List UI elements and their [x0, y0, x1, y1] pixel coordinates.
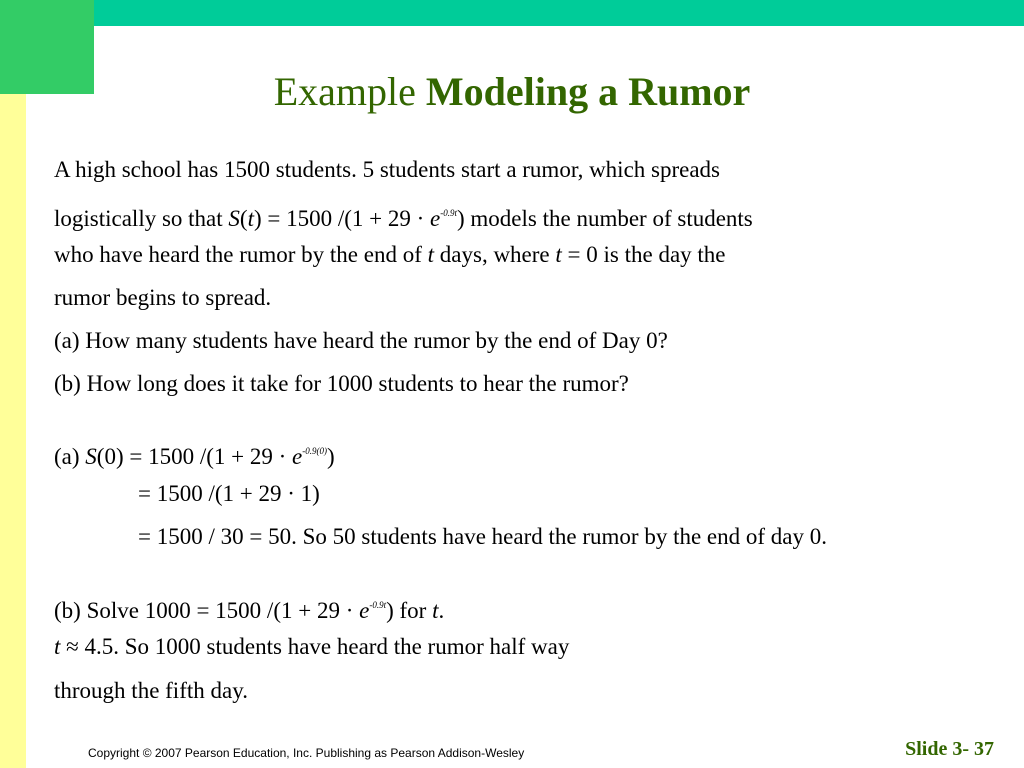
title-lead: Example: [273, 69, 416, 114]
var-e: e: [292, 444, 303, 469]
solution-a-line-2: = 1500 /(1 + 29 · 1): [138, 481, 320, 506]
body-line-3b: days, where: [434, 242, 556, 267]
solution-b-line-2: [54, 633, 569, 661]
copyright-footer: Copyright © 2007 Pearson Education, Inc. Publishing as Pearson Addison-Wesley: [88, 746, 525, 760]
formula-mid: ) = 1500 /(1 + 29 ·: [253, 206, 431, 231]
var-t: t: [54, 634, 61, 659]
top-accent-bar: [0, 0, 1024, 26]
exponent: -0.9t: [369, 600, 387, 610]
title-bold: Modeling a Rumor: [425, 69, 751, 114]
exponent: -0.9(0): [302, 446, 327, 456]
body-line-2-text: logistically so that: [54, 206, 229, 231]
var-t: t: [432, 598, 439, 623]
slide-number: Slide 3- 37: [905, 738, 994, 760]
body-line-4: rumor begins to spread.: [54, 285, 272, 310]
question-b: (b) How long does it take for 1000 students to hear the rumor?: [54, 371, 629, 396]
var-e: e: [359, 598, 370, 623]
paren: (: [239, 206, 248, 231]
solution-a-line-1: [54, 437, 335, 471]
body-line-3: [54, 241, 726, 269]
body-line-3c: = 0 is the day the: [561, 242, 726, 267]
var-e: e: [430, 206, 441, 231]
solution-b-mid: ) for: [386, 598, 433, 623]
func-S: S: [85, 444, 97, 469]
solution-b-end: .: [438, 598, 445, 623]
exponent: -0.9t: [440, 208, 457, 218]
func-S: S: [228, 206, 240, 231]
question-a: (a) How many students have heard the rumor by the end of Day 0?: [54, 328, 668, 353]
body-line-2: [54, 199, 753, 233]
solution-b-line-2-text: ≈ 4.5. So 1000 students have heard the rumor half way: [60, 634, 570, 659]
var-t: t: [247, 206, 254, 231]
solution-a-line-3: = 1500 / 30 = 50. So 50 students have heard the rumor by the end of day 0.: [138, 524, 827, 549]
var-t: t: [427, 242, 435, 267]
slide-title: [0, 68, 1024, 116]
formula-end: ) models the number of students: [457, 206, 753, 231]
solution-a-mid: (0) = 1500 /(1 + 29 ·: [96, 444, 293, 469]
solution-a-end: ): [326, 444, 335, 469]
solution-b-line-1: [54, 591, 444, 625]
body-line-1: A high school has 1500 students. 5 students start a rumor, which spreads: [54, 157, 721, 182]
body-line-3a: who have heard the rumor by the end of: [54, 242, 428, 267]
solution-a-label: (a): [54, 444, 86, 469]
solution-b-line-3: through the fifth day.: [54, 678, 248, 703]
var-t: t: [555, 242, 562, 267]
solution-b-pre: (b) Solve 1000 = 1500 /(1 + 29 ·: [54, 598, 360, 623]
